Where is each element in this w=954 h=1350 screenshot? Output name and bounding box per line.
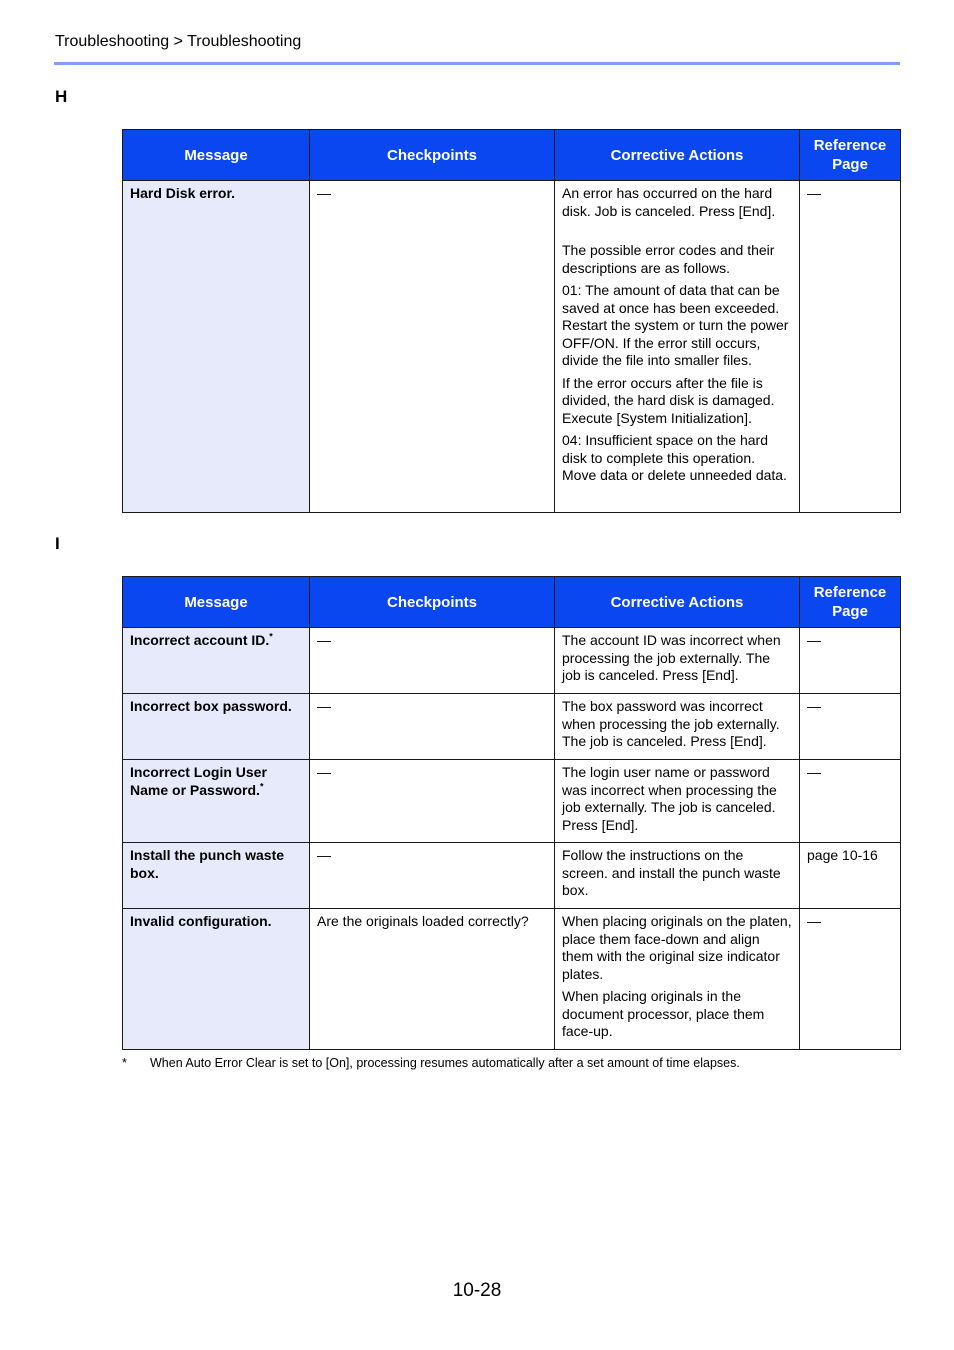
action-text: When placing originals in the document processor, place them face-up. xyxy=(562,988,765,1039)
reference-header-line1: Reference xyxy=(813,584,887,601)
table-row xyxy=(123,760,901,843)
reference-header-line2: Page xyxy=(832,603,868,620)
action-text: An error has occurred on the hard disk. Job is canceled. Press [End]. xyxy=(562,185,776,219)
reference-cell: — xyxy=(800,628,901,694)
corrective-actions-cell xyxy=(555,843,800,909)
checkpoints-cell: — xyxy=(310,760,555,843)
table-row xyxy=(123,909,901,1050)
reference-cell: — xyxy=(800,181,901,513)
checkpoints-cell: Are the originals loaded correctly? xyxy=(310,909,555,1050)
reference-cell: — xyxy=(800,760,901,843)
column-header-message: Message xyxy=(123,130,310,181)
column-header-reference-page xyxy=(800,130,901,181)
page-number: 10-28 xyxy=(452,1280,502,1301)
message-cell xyxy=(123,760,310,843)
checkpoints-cell: — xyxy=(310,843,555,909)
corrective-actions-cell xyxy=(555,909,800,1050)
action-text: The possible error codes and their descriptions are as follows. xyxy=(562,242,775,276)
footnote-mark: * xyxy=(269,631,273,642)
column-header-message: Message xyxy=(123,577,310,628)
message-text: Incorrect Login User xyxy=(130,764,267,780)
reference-cell: page 10-16 xyxy=(800,843,901,909)
reference-cell: — xyxy=(800,909,901,1050)
message-cell xyxy=(123,628,310,694)
reference-cell: — xyxy=(800,694,901,760)
action-text: Follow the instructions on the screen. and install the punch waste box. xyxy=(562,847,781,898)
action-text: When placing originals on the platen, place them face-down and align them with the original size indicator plates. xyxy=(562,913,792,982)
action-text: 01: The amount of data that can be saved at once has been exceeded. Restart the system or turn the power OFF/ON. If the error still occurs, divide the file into smaller files. xyxy=(562,282,789,368)
action-text: The box password was incorrect when processing the job externally. The job is canceled. Press [End]. xyxy=(562,698,780,749)
checkpoints-cell: — xyxy=(310,181,555,513)
corrective-actions-cell xyxy=(555,694,800,760)
action-text: The account ID was incorrect when processing the job externally. The job is canceled. Press [End]. xyxy=(562,632,781,683)
troubleshooting-table-h xyxy=(122,129,901,513)
corrective-actions-cell xyxy=(555,760,800,843)
footnote-text: When Auto Error Clear is set to [On], processing resumes automatically after a set amount of time elapses. xyxy=(150,1056,740,1070)
checkpoints-cell: — xyxy=(310,628,555,694)
footnote-mark: * xyxy=(259,780,264,791)
column-header-reference-page xyxy=(800,577,901,628)
action-text: The login user name or password was incorrect when processing the job externally. The job is canceled. Press [End]. xyxy=(562,764,777,833)
footnote-mark: * xyxy=(122,1056,127,1070)
action-text: If the error occurs after the file is divided, the hard disk is damaged. Execute [System Initialization]. xyxy=(562,374,775,426)
message-cell: Hard Disk error. xyxy=(123,181,310,513)
header-divider xyxy=(54,62,900,65)
column-header-checkpoints: Checkpoints xyxy=(310,130,555,181)
checkpoints-cell: — xyxy=(310,694,555,760)
table-header-row xyxy=(123,577,901,628)
corrective-actions-cell xyxy=(555,181,800,513)
table-row xyxy=(123,843,901,909)
column-header-corrective-actions: Corrective Actions xyxy=(555,130,800,181)
message-cell: Invalid configuration. xyxy=(123,909,310,1050)
breadcrumb: Troubleshooting > Troubleshooting xyxy=(55,33,302,50)
message-cell: Incorrect box password. xyxy=(123,694,310,760)
reference-header-line2: Page xyxy=(832,156,868,173)
reference-header-line1: Reference xyxy=(813,137,887,154)
table-row xyxy=(123,628,901,694)
action-text: 04: Insufficient space on the hard disk to complete this operation. Move data or delete unneeded data. xyxy=(562,432,787,483)
section-letter-i: I xyxy=(55,534,60,553)
corrective-actions-cell xyxy=(555,628,800,694)
message-text: Incorrect account ID. xyxy=(130,632,270,648)
troubleshooting-table-i xyxy=(122,576,901,1050)
column-header-corrective-actions: Corrective Actions xyxy=(555,577,800,628)
message-text: Name or Password. xyxy=(130,781,260,798)
table-row xyxy=(123,694,901,760)
section-letter-h: H xyxy=(55,87,68,106)
message-cell: Install the punch waste box. xyxy=(123,843,310,909)
table-header-row xyxy=(123,130,901,181)
column-header-checkpoints: Checkpoints xyxy=(310,577,555,628)
table-row xyxy=(123,181,901,513)
